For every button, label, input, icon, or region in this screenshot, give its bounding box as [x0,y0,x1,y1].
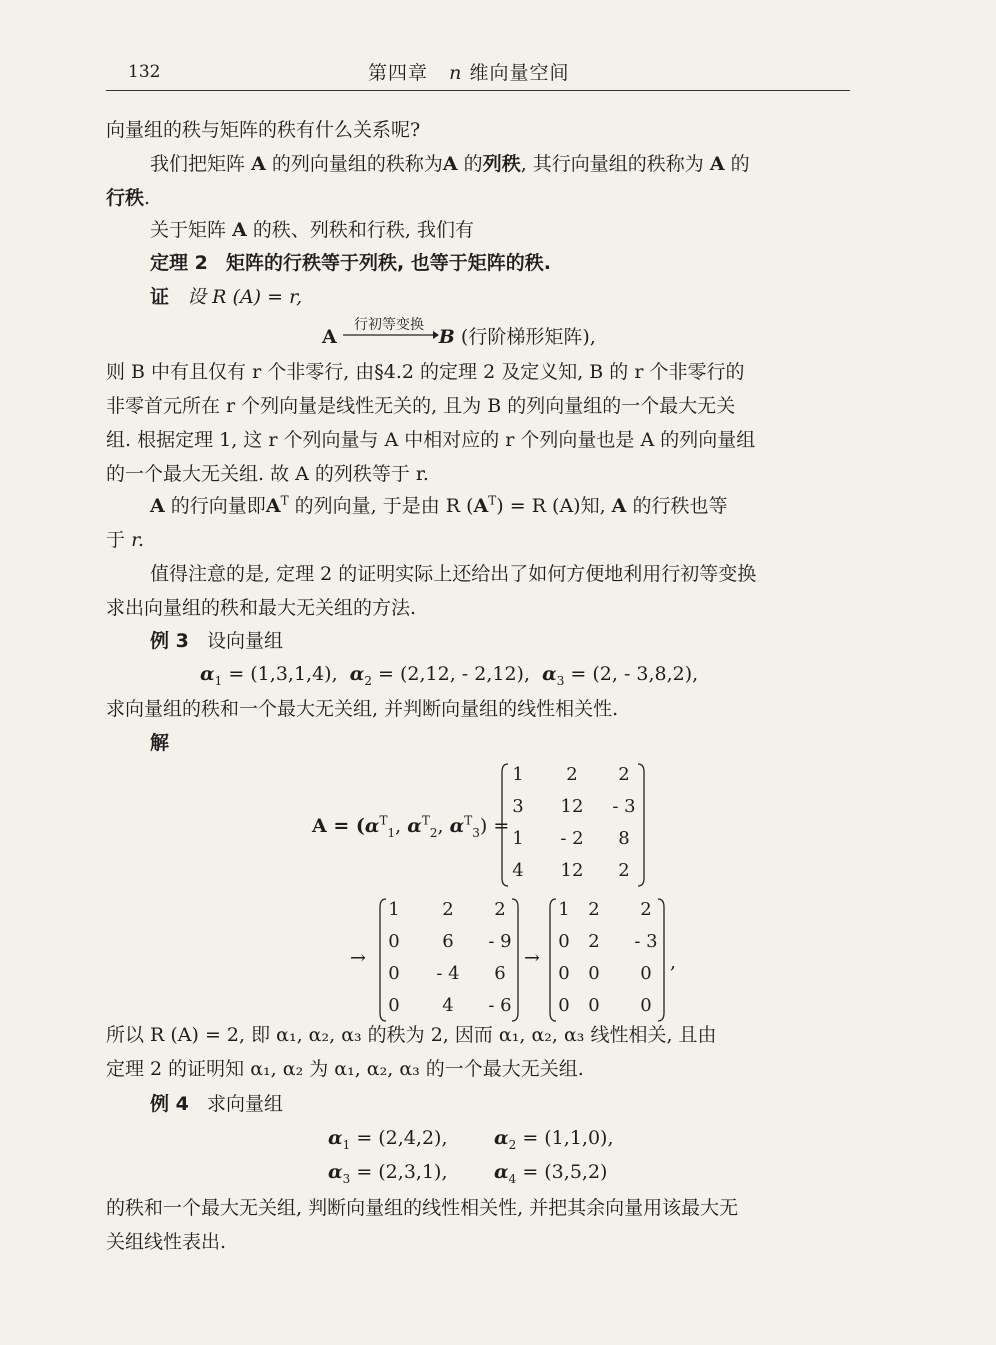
matrix-echelon [548,897,666,1023]
matrix-cell: - 6 [488,995,512,1016]
matrix-cell: 4 [442,995,454,1016]
matrix-cell: 0 [640,995,652,1016]
matrix-cell: 0 [388,963,400,984]
matrix-cell: 6 [494,963,506,984]
paragraph: 向量组的秩与矩阵的秩有什么关系呢? [106,119,421,141]
matrix-cell: 4 [512,860,524,881]
example-4-vector: $\alpha_2 = (1,1,0)$, [494,1127,614,1152]
matrix-cell: 0 [558,931,570,952]
comma: , [670,951,677,973]
paragraph-line: 非零首元所在 r 个列向量是线性无关的, 且为 B 的列向量组的一个最大无关 [106,395,736,417]
matrix-cell: - 9 [488,931,512,952]
matrix-cell: 2 [640,899,652,920]
page-number: 132 [128,62,161,82]
matrix-cell: 8 [618,828,630,849]
matrix-cell: 12 [560,860,584,881]
example-4-vector: $\alpha_4 = (3,5,2)$ [494,1161,608,1186]
example-4-vector: $\alpha_3 = (2,3,1)$, [328,1161,448,1186]
header-rule [106,90,850,91]
matrix-cell: 2 [566,764,578,785]
paragraph-line: 关组线性表出. [106,1231,227,1253]
matrix-cell: 2 [618,764,630,785]
paragraph-line: 定理 2 的证明知 α₁, α₂ 为 α₁, α₂, α₃ 的一个最大无关组. [106,1058,584,1080]
arrow-label: 行初等变换 [354,317,424,333]
matrix-cell: 2 [618,860,630,881]
paragraph-line: 组. 根据定理 1, 这 r 个列向量与 A 中相对应的 r 个列向量也是 A 的列向量组 [106,429,756,451]
matrix-cell: 6 [442,931,454,952]
matrix-cell: 3 [512,796,524,817]
matrix-A [500,762,646,888]
theorem: 定理 2 矩阵的行秩等于列秩, 也等于矩阵的秩. [150,252,552,274]
matrix-cell: 2 [442,899,454,920]
matrix-cell: 0 [588,963,600,984]
example-4-vector: $\alpha_1 = (2,4,2)$, [328,1127,448,1152]
matrix-cell: - 4 [436,963,460,984]
proof: 证 设 R (A) = r, [150,286,303,308]
matrix-cell: 1 [558,899,570,920]
solution-label: 解 [150,732,170,754]
paragraph: A 的行向量即$A^T$ 的列向量, 于是由 R $(A^T) = R$ (A)知, A 的行秩也等 [150,493,728,517]
example-3-question: 求向量组的秩和一个最大无关组, 并判断向量组的线性相关性. [106,698,619,720]
transform-line: A B (行阶梯形矩阵), [322,326,596,348]
paragraph-line: 则 B 中有且仅有 r 个非零行, 由§4.2 的定理 2 及定义知, B 的 r 个非零行的 [106,361,745,383]
matrix-cell: 0 [640,963,652,984]
matrix-cell: 0 [558,995,570,1016]
paragraph-line: 求出向量组的秩和最大无关组的方法. [106,597,417,619]
paragraph-line: 所以 R (A) = 2, 即 α₁, α₂, α₃ 的秩为 2, 因而 α₁, α₂, α₃ 线性相关, 且由 [106,1024,717,1046]
matrix-cell: 0 [558,963,570,984]
reduction-arrow: → [350,947,366,969]
example-3-vectors: $\alpha_1 = (1,3,1,4)$, $\alpha_2 = (2,12$, - 2,12), $\alpha_3 = (2$, - 3,8,2), [200,663,699,688]
matrix-cell: - 3 [634,931,658,952]
chapter-header: 第四章 n 维向量空间 [368,62,570,84]
paragraph: 关于矩阵 A 的秩、列秩和行秩, 我们有 [150,219,474,241]
matrix-cell: 12 [560,796,584,817]
paragraph-line: 的一个最大无关组. 故 A 的列秩等于 r. [106,463,429,485]
matrix-cell: 1 [388,899,400,920]
matrix-cell: 1 [512,764,524,785]
reduction-arrow: → [524,947,540,969]
matrix-cell: 1 [512,828,524,849]
matrix-cell: - 3 [612,796,636,817]
matrix-cell: 2 [588,899,600,920]
example-3-heading: 例 3 设向量组 [150,630,283,652]
matrix-cell: - 2 [560,828,584,849]
paragraph: 行秩. [106,187,151,209]
matrix-cell: 0 [588,995,600,1016]
paragraph-line: 值得注意的是, 定理 2 的证明实际上还给出了如何方便地利用行初等变换 [150,563,757,585]
paragraph-line: 的秩和一个最大无关组, 判断向量组的线性相关性, 并把其余向量用该最大无 [106,1197,739,1219]
example-4-heading: 例 4 求向量组 [150,1093,283,1115]
paragraph: 于 r. [106,529,145,551]
paragraph: 我们把矩阵 A 的列向量组的秩称为A 的列秩, 其行向量组的秩称为 A 的 [150,153,750,175]
matrix-cell: 2 [494,899,506,920]
matrix-A-equation: $A = (\alpha^T_1$, $\alpha^T_2$, $\alpha^T_3$) = [312,813,510,840]
matrix-cell: 2 [588,931,600,952]
matrix-cell: 0 [388,995,400,1016]
matrix-B [378,897,520,1023]
matrix-cell: 0 [388,931,400,952]
